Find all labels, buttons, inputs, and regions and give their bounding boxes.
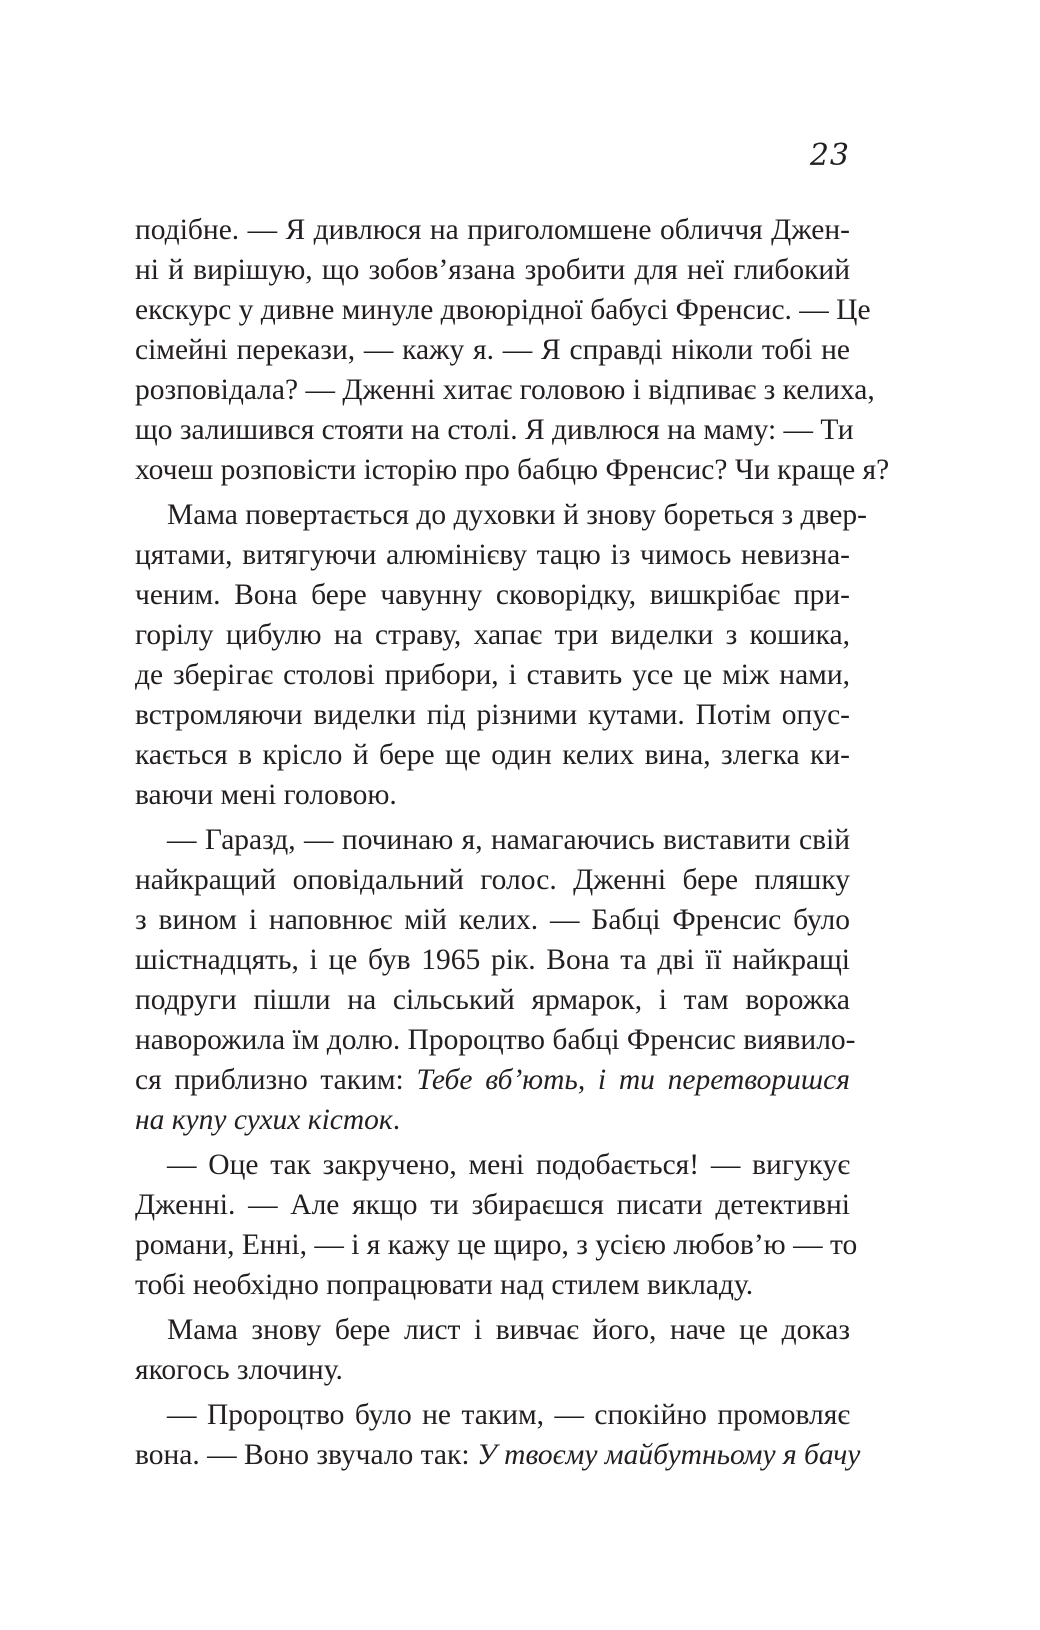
text-line: якогось злочину.: [135, 1354, 343, 1386]
text-line: встромляючи виделки під різними кутами. Потім опус-: [135, 699, 850, 731]
text-line: — Пророцтво було не таким, — спокійно промовляє: [167, 1399, 850, 1431]
text-line: з вином і наповнює мій келих. — Бабці Френсис було: [135, 904, 850, 936]
text-line: ваючи мені головою.: [135, 779, 397, 811]
text-line: — Оце так закручено, мені подобається! — вигукує: [167, 1149, 850, 1181]
text-line: сімейні перекази, — кажу я. — Я справді ніколи тобі не: [135, 334, 850, 366]
text-line: наворожила їм долю. Пророцтво бабці Френсис виявило-: [135, 1024, 856, 1056]
text-line: ся приблизно таким: Тебе вб’ють, і ти перетворишся: [135, 1064, 850, 1096]
text-line: де зберігає столові прибори, і ставить усе це між нами,: [135, 659, 850, 691]
text-line: хочеш розповісти історію про бабцю Френсис? Чи краще я?: [135, 454, 890, 486]
text-line: подруги пішли на сільський ярмарок, і там ворожка: [135, 984, 850, 1016]
text-line: розповідала? — Дженні хитає головою і відпиває з келиха,: [135, 374, 875, 406]
text-line: ченим. Вона бере чавунну сковорідку, вишкрібає при-: [135, 579, 850, 611]
text-line: екскурс у дивне минуле двоюрідної бабусі Френсис. — Це: [135, 294, 871, 326]
text-line: що залишився стояти на столі. Я дивлюся на маму: — Ти: [135, 414, 854, 446]
text-line: вона. — Воно звучало так: У твоєму майбутньому я бачу: [135, 1439, 861, 1471]
text-line: тобі необхідно попрацювати над стилем викладу.: [135, 1269, 754, 1301]
text-line: Мама знову бере лист і вивчає його, наче це доказ: [167, 1314, 850, 1346]
text-line: на купу сухих кісток.: [135, 1104, 401, 1136]
text-line: — Гаразд, — починаю я, намагаючись виставити свій: [167, 824, 850, 856]
text-line: романи, Енні, — і я кажу це щиро, з усією любов’ю — то: [135, 1229, 858, 1261]
text-line: ні й вирішую, що зобов’язана зробити для неї глибокий: [135, 254, 850, 286]
text-line: горілу цибулю на страву, хапає три виделки з кошика,: [135, 619, 850, 651]
text-line: найкращий оповідальний голос. Дженні бере пляшку: [135, 864, 850, 896]
page-number: 23: [809, 138, 850, 173]
text-line: Дженні. — Але якщо ти збираєшся писати детективні: [135, 1189, 850, 1221]
text-line: шістнадцять, і це був 1965 рік. Вона та дві її найкращі: [135, 944, 850, 976]
text-line: Мама повертається до духовки й знову бореться з двер-: [167, 499, 867, 531]
text-line: цятами, витягуючи алюмінієву тацю із чимось невизна-: [135, 539, 850, 571]
text-line: кається в крісло й бере ще один келих вина, злегка ки-: [135, 739, 850, 771]
body-text: [135, 210, 890, 1475]
text-line: подібне. — Я дивлюся на приголомшене обличчя Джен-: [135, 214, 850, 246]
